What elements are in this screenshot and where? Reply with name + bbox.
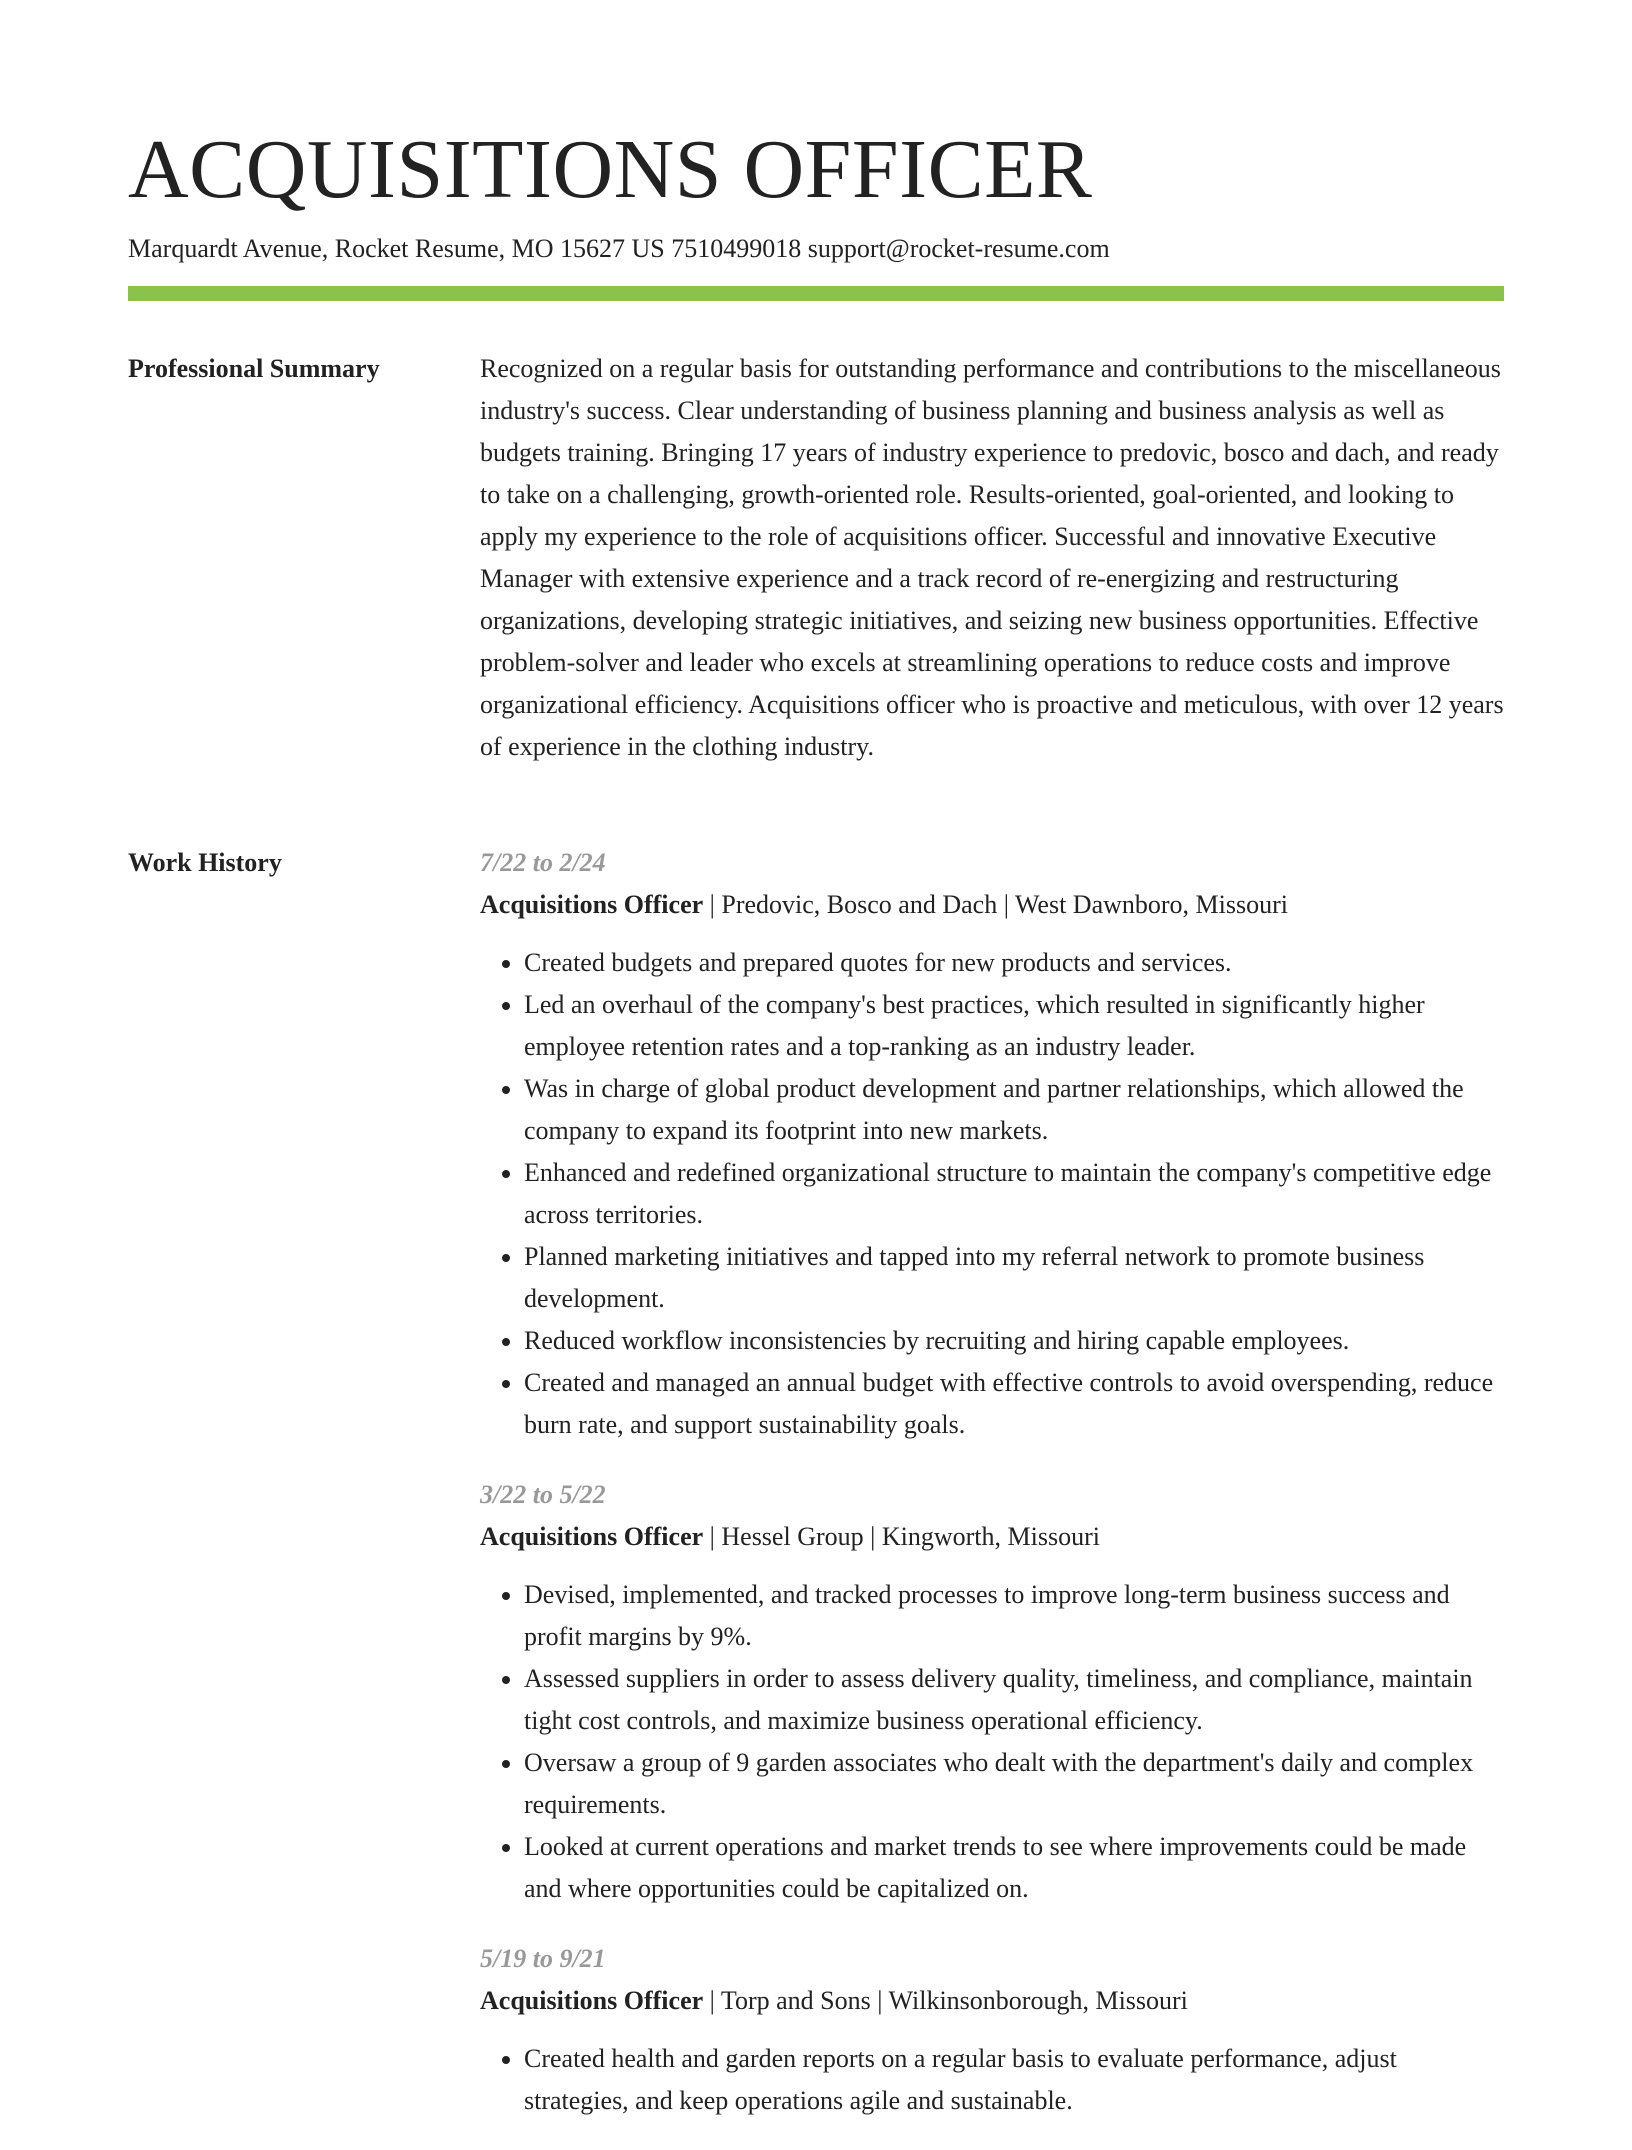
job-separator: | [870,1522,876,1551]
job-title: Acquisitions Officer [480,1986,704,2015]
resume-title: ACQUISITIONS OFFICER [128,123,1093,216]
contact-phone: 7510499018 [671,234,802,263]
job-location: Wilkinsonborough, Missouri [888,1986,1188,2015]
job-bullet: • Devised, implemented, and tracked processes to improve long-term business success and profit margins by 9%. [524,1574,1504,1658]
job-bullet: • Reduced workflow inconsistencies by recruiting and hiring capable employees. [524,1320,1504,1362]
job-separator: | [1003,890,1009,919]
job-bullets [480,942,1504,1446]
job-bullet: • Created budgets and prepared quotes for new products and services. [524,942,1504,984]
job-company: Torp and Sons [720,1986,871,2015]
job-entry [480,1938,1504,2122]
job-bullet: • Planned marketing initiatives and tapped into my referral network to promote business development. [524,1236,1504,1320]
job-heading [480,1516,1504,1558]
job-bullet: • Created health and garden reports on a regular basis to evaluate performance, adjust strategies, and keep operations agile and sustainable. [524,2038,1504,2122]
job-heading [480,1980,1504,2022]
job-bullet: • Looked at current operations and market trends to see where improvements could be made and where opportunities could be capitalized on. [524,1826,1504,1910]
job-bullets [480,2038,1504,2122]
job-separator: | [709,1986,715,2015]
job-bullet: • Created and managed an annual budget with effective controls to avoid overspending, reduce burn rate, and support sustainability goals. [524,1362,1504,1446]
job-bullet: • Led an overhaul of the company's best practices, which resulted in significantly higher employee retention rates and a top-ranking as an industry leader. [524,984,1504,1068]
job-title: Acquisitions Officer [480,1522,704,1551]
header-divider [128,286,1504,301]
work-history-label: Work History [128,848,282,877]
contact-line [128,231,1110,267]
job-bullet: • Oversaw a group of 9 garden associates who dealt with the department's daily and complex requirements. [524,1742,1504,1826]
summary-body [480,348,1504,768]
job-location: West Dawnboro, Missouri [1014,890,1289,919]
job-dates: 3/22 to 5/22 [480,1480,606,1509]
job-separator: | [709,890,715,919]
job-separator: | [877,1986,883,2015]
job-bullet: • Was in charge of global product development and partner relationships, which allowed the company to expand its footprint into new markets. [524,1068,1504,1152]
job-heading [480,884,1504,926]
summary-label: Professional Summary [128,354,380,383]
job-entry [480,1474,1504,1910]
job-dates: 7/22 to 2/24 [480,848,606,877]
job-bullet: • Assessed suppliers in order to assess delivery quality, timeliness, and compliance, maintain tight cost controls, and maximize business operational efficiency. [524,1658,1504,1742]
job-bullet: • Enhanced and redefined organizational structure to maintain the company's competitive edge across territories. [524,1152,1504,1236]
summary-text: Recognized on a regular basis for outstanding performance and contributions to the miscellaneous industry's success. Clear understanding of business planning and business analysis as well as budgets training. Bringing 17 years of industry experience to predovic, bosco and dach, and ready to take on a challenging, growth-oriented role. Results-oriented, goal-oriented, and looking to apply my experience to the role of acquisitions officer. Successful and innovative Executive Manager with extensive experience and a track record of re-energizing and restructuring organizations, developing strategic initiatives, and seizing new business opportunities. Effective problem-solver and leader who excels at streamlining operations to reduce costs and improve organizational efficiency. Acquisitions officer who is proactive and meticulous, with over 12 years of experience in the clothing industry. [480,354,1504,761]
job-dates: 5/19 to 9/21 [480,1944,606,1973]
job-company: Hessel Group [721,1522,864,1551]
work-history-body [480,842,1504,2150]
job-separator: | [709,1522,715,1551]
job-company: Predovic, Bosco and Dach [721,890,998,919]
contact-address: Marquardt Avenue, Rocket Resume, MO 15627 US [128,234,665,263]
contact-email: support@rocket-resume.com [807,234,1110,263]
job-entry [480,842,1504,1446]
job-bullets [480,1574,1504,1910]
job-title: Acquisitions Officer [480,890,704,919]
job-location: Kingworth, Missouri [881,1522,1100,1551]
